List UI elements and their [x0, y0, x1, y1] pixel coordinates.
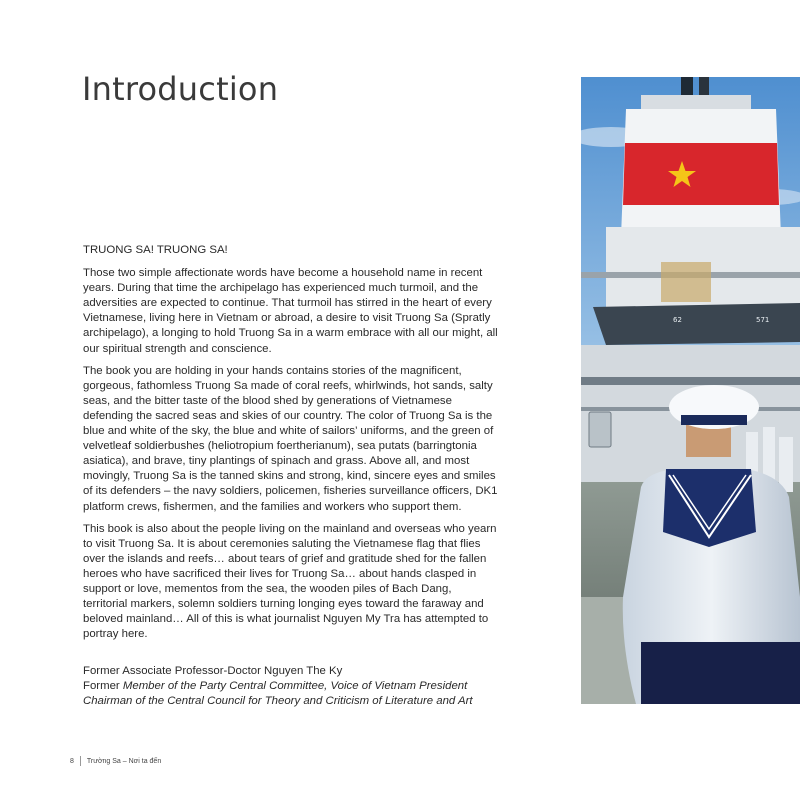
- intro-body: [83, 243, 498, 649]
- page-title: Introduction: [82, 70, 279, 108]
- signature-line-3: [83, 694, 523, 709]
- intro-paragraph-1: Those two simple affectionate words have become a household name in recent years. During that time the archipelago has experienced much turmoil, and the adversities are expected to continue. That turmoil has stirred in the heart of every Vietnamese, living here in Vietnam or abroad, a desire to visit Truong Sa (Spratly archipelago), a longing to hold Truong Sa in a warm embrace with all our might, all our spiritual strength and conscience.: [83, 267, 498, 355]
- page-footer: [70, 756, 161, 766]
- signature-line-3-italic: Chairman of the Central Council for Theory and Criticism of Literature and Art: [83, 695, 473, 708]
- page-number: 8: [70, 757, 74, 765]
- signature-line-2: [83, 679, 523, 694]
- intro-heading: TRUONG SA! TRUONG SA!: [83, 244, 228, 256]
- hull-number-571: 571: [756, 316, 770, 324]
- footer-book-title: Trường Sa – Nơi ta đến: [86, 757, 162, 765]
- footer-divider: [80, 756, 81, 766]
- intro-paragraph-2: The book you are holding in your hands contains stories of the magnificent, gorgeous, fathomless Truong Sa made of coral reefs, whirlwinds, hot sands, salty seas, and the bitter taste of the blood shed by generations of Vietnamese defending the sacred seas and skies of our country. The color of Truong Sa is the blue and white of the sky, the blue and white of sailors’ uniforms, and the green of velvetleaf soldierbushes (heliotropium foertherianum), sea putats (barringtonia asiatica), and brave, tiny plantings of spinach and grass. Above all, and most movingly, Truong Sa is the tanned skins and strong, kind, sincere eyes and smiles of its defenders – the navy soldiers, policemen, fisheries surveillance officers, DK1 platform crews, fishermen, and the families and workers who support them.: [83, 364, 498, 513]
- hull-number-62: 62: [673, 316, 682, 324]
- signature-line-1: Former Associate Professor-Doctor Nguyen The Ky: [83, 665, 343, 677]
- intro-paragraph-3: This book is also about the people living on the mainland and overseas who yearn to visit Truong Sa. It is about ceremonies saluting the Vietnamese flag that flies over the islands and reefs… about tears of grief and gratitude shed for the fallen heroes who have sacrificed their lives for Truong Sa… about hands clasped in support or love, mementos from the sea, the wooden piles of Bach Dang, territorial markers, solemn soldiers turning longing eyes toward the faraway and beloved mainland… All of this is what journalist Nguyen My Tra has attempted to portray here.: [83, 522, 497, 641]
- signature-line-2-prefix: Former: [83, 680, 123, 693]
- signature-line-2-italic: Member of the Party Central Committee, Voice of Vietnam President: [122, 680, 468, 693]
- author-signature: [83, 664, 523, 709]
- ship-sailor-photo: [581, 77, 800, 704]
